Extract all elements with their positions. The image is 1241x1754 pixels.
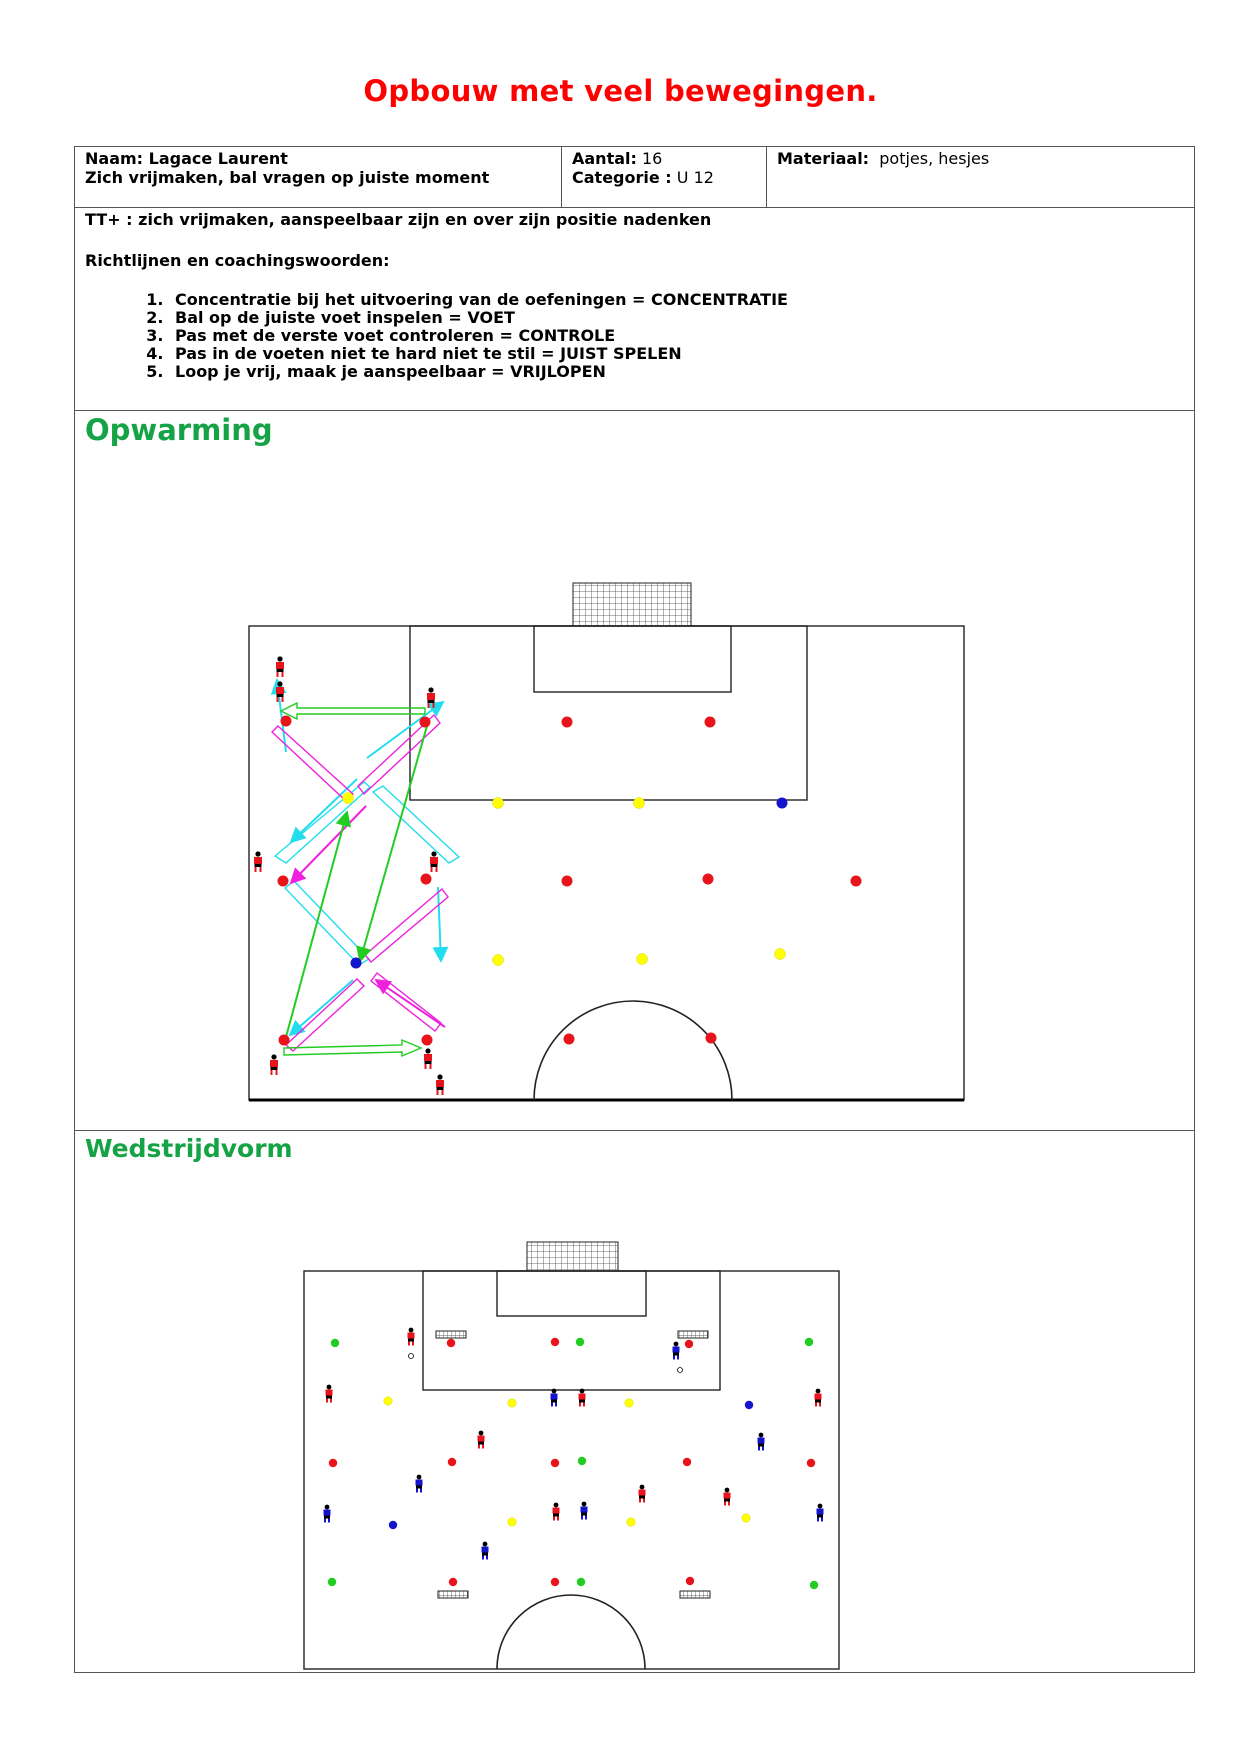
coaching-item: 2. Bal op de juiste voet inspelen = VOET: [169, 309, 1184, 327]
pitch-outline: [249, 626, 964, 1100]
tt-line: TT+ : zich vrijmaken, aanspeelbaar zijn en over zijn positie nadenken: [85, 210, 712, 229]
arrows-magenta: [272, 715, 448, 1051]
ball-icon: [409, 1354, 683, 1373]
exercise-subtitle: Zich vrijmaken, bal vragen op juiste moment: [85, 168, 490, 187]
warmup-title: Opwarming: [85, 413, 273, 447]
warmup-diagram: [75, 411, 1196, 1131]
warmup-section: [75, 411, 1194, 1131]
aantal-value: 16: [642, 149, 663, 168]
naam-label: Naam:: [85, 149, 144, 168]
info-row: [75, 147, 1194, 208]
penalty-box: [410, 626, 807, 800]
center-circle: [534, 1001, 732, 1100]
coaching-item: 4. Pas in de voeten niet te hard niet te stil = JUIST SPELEN: [169, 345, 1184, 363]
coaching-item: 3. Pas met de verste voet controleren = CONTROLE: [169, 327, 1184, 345]
coaching-list: [85, 291, 1184, 381]
match-diagram: [75, 1131, 1196, 1672]
info-name-cell: [75, 147, 562, 207]
aantal-label: Aantal:: [572, 149, 637, 168]
info-material-cell: [767, 147, 1194, 207]
info-count-cell: [562, 147, 767, 207]
cones-red: [278, 716, 862, 1046]
mini-goal-icon: [436, 1331, 710, 1598]
coaching-item: 1. Concentratie bij het uitvoering van de oefeningen = CONCENTRATIE: [169, 291, 1184, 309]
player-blue-icon: [324, 1342, 824, 1560]
penalty-box: [423, 1271, 720, 1390]
materiaal-value: potjes, hesjes: [879, 149, 990, 168]
match-section: [75, 1131, 1194, 1672]
session-sheet: [74, 146, 1195, 1673]
categorie-label: Categorie :: [572, 168, 672, 187]
goal-net-icon: [527, 1242, 618, 1271]
categorie-value: U 12: [676, 168, 714, 187]
goal-net-icon: [573, 583, 691, 626]
coaching-row: [75, 208, 1194, 411]
goal-box: [497, 1271, 646, 1316]
page-title: Opbouw met veel bewegingen.: [363, 74, 878, 108]
coaching-title: Richtlijnen en coachingswoorden:: [85, 251, 390, 270]
player-red-icon: [326, 1328, 822, 1521]
match-title: Wedstrijdvorm: [85, 1134, 293, 1163]
cones-yellow: [384, 1397, 750, 1526]
materiaal-label: Materiaal:: [777, 149, 870, 168]
center-circle: [497, 1595, 645, 1669]
cones-blue: [389, 1401, 753, 1529]
naam-value: Lagace Laurent: [148, 149, 288, 168]
pitch-outline: [304, 1271, 839, 1669]
cones-green: [328, 1338, 818, 1589]
goal-box: [534, 626, 731, 692]
cones-red: [329, 1338, 815, 1586]
coaching-item: 5. Loop je vrij, maak je aanspeelbaar = VRIJLOPEN: [169, 363, 1184, 381]
